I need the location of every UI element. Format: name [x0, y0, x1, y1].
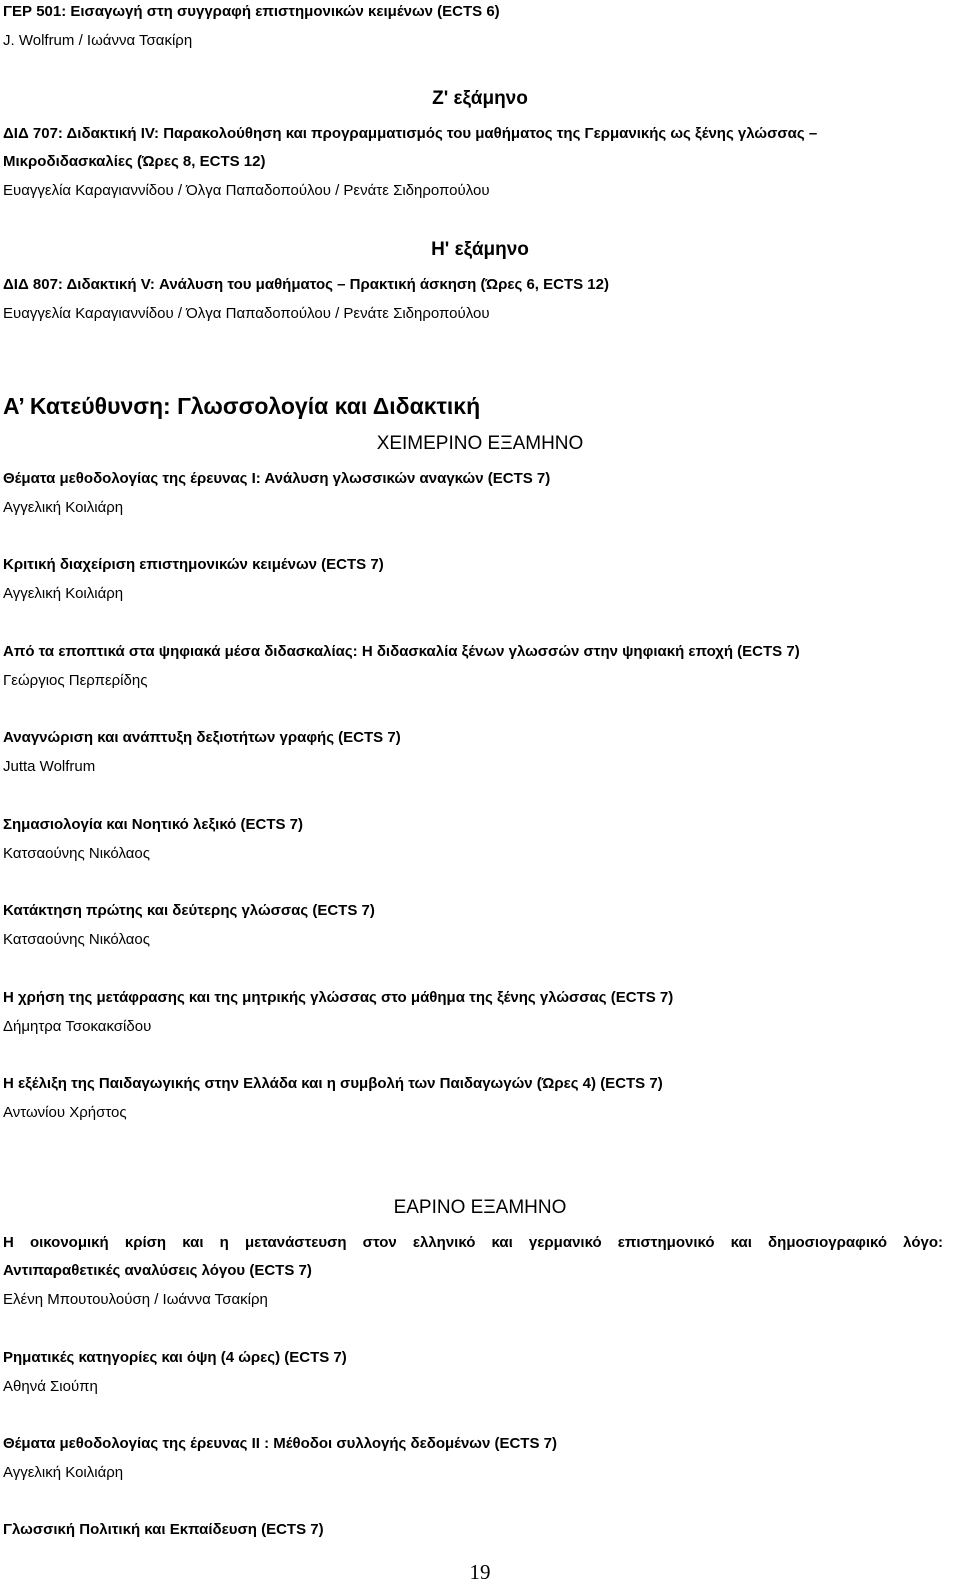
page-number: 19	[469, 1560, 491, 1584]
winter-course-2-teacher: Αγγελική Κοιλιάρη	[3, 585, 124, 602]
course-teachers-id807: Ευαγγελία Καραγιαννίδου / Όλγα Παπαδοπούλου / Ρενάτε Σιδηροπούλου	[3, 305, 490, 322]
winter-course-2-title: Κριτική διαχείριση επιστημονικών κειμένων (ECTS 7)	[3, 556, 384, 573]
course-teachers-ger501: J. Wolfrum / Ιωάννα Τσακίρη	[3, 32, 193, 49]
winter-course-6-teacher: Κατσαούνης Νικόλαος	[3, 931, 150, 948]
winter-course-7-title: Η χρήση της μετάφρασης και της μητρικής γλώσσας στο μάθημα της ξένης γλώσσας (ECTS 7)	[3, 989, 674, 1006]
spring-course-2-teacher: Αθηνά Σιούπη	[3, 1378, 98, 1395]
winter-course-7-teacher: Δήμητρα Τσοκακσίδου	[3, 1018, 152, 1035]
spring-course-2-title: Ρηματικές κατηγορίες και όψη (4 ώρες) (ECTS 7)	[3, 1349, 347, 1366]
winter-course-1-teacher: Αγγελική Κοιλιάρη	[3, 499, 124, 516]
winter-course-3-title: Από τα εποπτικά στα ψηφιακά μέσα διδασκαλίας: Η διδασκαλία ξένων γλωσσών στην ψηφιακή εποχή (ECTS 7)	[3, 643, 800, 660]
spring-semester-heading: ΕΑΡΙΝΟ ΕΞΑΜΗΝΟ	[393, 1197, 567, 1218]
semester-heading-7: Ζ' εξάμηνο	[432, 88, 528, 109]
winter-course-5-teacher: Κατσαούνης Νικόλαος	[3, 845, 150, 862]
course-title-id707-continued: Μικροδιδασκαλίες (Ώρες 8, ECTS 12)	[3, 153, 266, 170]
semester-heading-8: Η' εξάμηνο	[431, 239, 529, 260]
winter-semester-heading: ΧΕΙΜΕΡΙΝΟ ΕΞΑΜΗΝΟ	[376, 433, 584, 454]
winter-course-6-title: Κατάκτηση πρώτης και δεύτερης γλώσσας (ECTS 7)	[3, 902, 375, 919]
course-title-id707: ΔΙΔ 707: Διδακτική IV: Παρακολούθηση και προγραμματισμός του μαθήματος της Γερμανικής ως ξένης γλώσσας –	[3, 125, 818, 142]
spring-course-1-title: Η οικονομική κρίση και η μετανάστευση στον ελληνικό και γερμανικό επιστημονικό και δημοσιογραφικό λόγο:	[3, 1234, 943, 1251]
course-title-ger501: ΓΕΡ 501: Εισαγωγή στη συγγραφή επιστημονικών κειμένων (ECTS 6)	[3, 3, 500, 20]
winter-course-3-teacher: Γεώργιος Περπερίδης	[3, 672, 148, 689]
spring-course-1-teachers: Ελένη Μπουτουλούση / Ιωάννα Τσακίρη	[3, 1291, 268, 1308]
course-title-id807: ΔΙΔ 807: Διδακτική V: Ανάλυση του μαθήματος – Πρακτική άσκηση (Ώρες 6, ECTS 12)	[3, 276, 609, 293]
winter-course-8-title: Η εξέλιξη της Παιδαγωγικής στην Ελλάδα και η συμβολή των Παιδαγωγών (Ώρες 4) (ECTS 7)	[3, 1075, 663, 1092]
winter-course-4-title: Αναγνώριση και ανάπτυξη δεξιοτήτων γραφής (ECTS 7)	[3, 729, 401, 746]
winter-course-1-title: Θέματα μεθοδολογίας της έρευνας Ι: Ανάλυση γλωσσικών αναγκών (ECTS 7)	[3, 470, 551, 487]
winter-course-5-title: Σημασιολογία και Νοητικό λεξικό (ECTS 7)	[3, 816, 304, 833]
spring-course-3-title: Θέματα μεθοδολογίας της έρευνας ΙΙ : Μέθοδοι συλλογής δεδομένων (ECTS 7)	[3, 1435, 557, 1452]
winter-course-4-teacher: Jutta Wolfrum	[3, 758, 96, 775]
spring-course-1-title-continued: Αντιπαραθετικές αναλύσεις λόγου (ECTS 7)	[3, 1262, 312, 1279]
direction-heading: Α’ Κατεύθυνση: Γλωσσολογία και Διδακτική	[3, 393, 481, 419]
spring-course-4-title: Γλωσσική Πολιτική και Εκπαίδευση (ECTS 7)	[3, 1521, 324, 1538]
course-teachers-id707: Ευαγγελία Καραγιαννίδου / Όλγα Παπαδοπούλου / Ρενάτε Σιδηροπούλου	[3, 182, 490, 199]
winter-course-8-teacher: Αντωνίου Χρήστος	[3, 1104, 127, 1121]
spring-course-3-teacher: Αγγελική Κοιλιάρη	[3, 1464, 124, 1481]
